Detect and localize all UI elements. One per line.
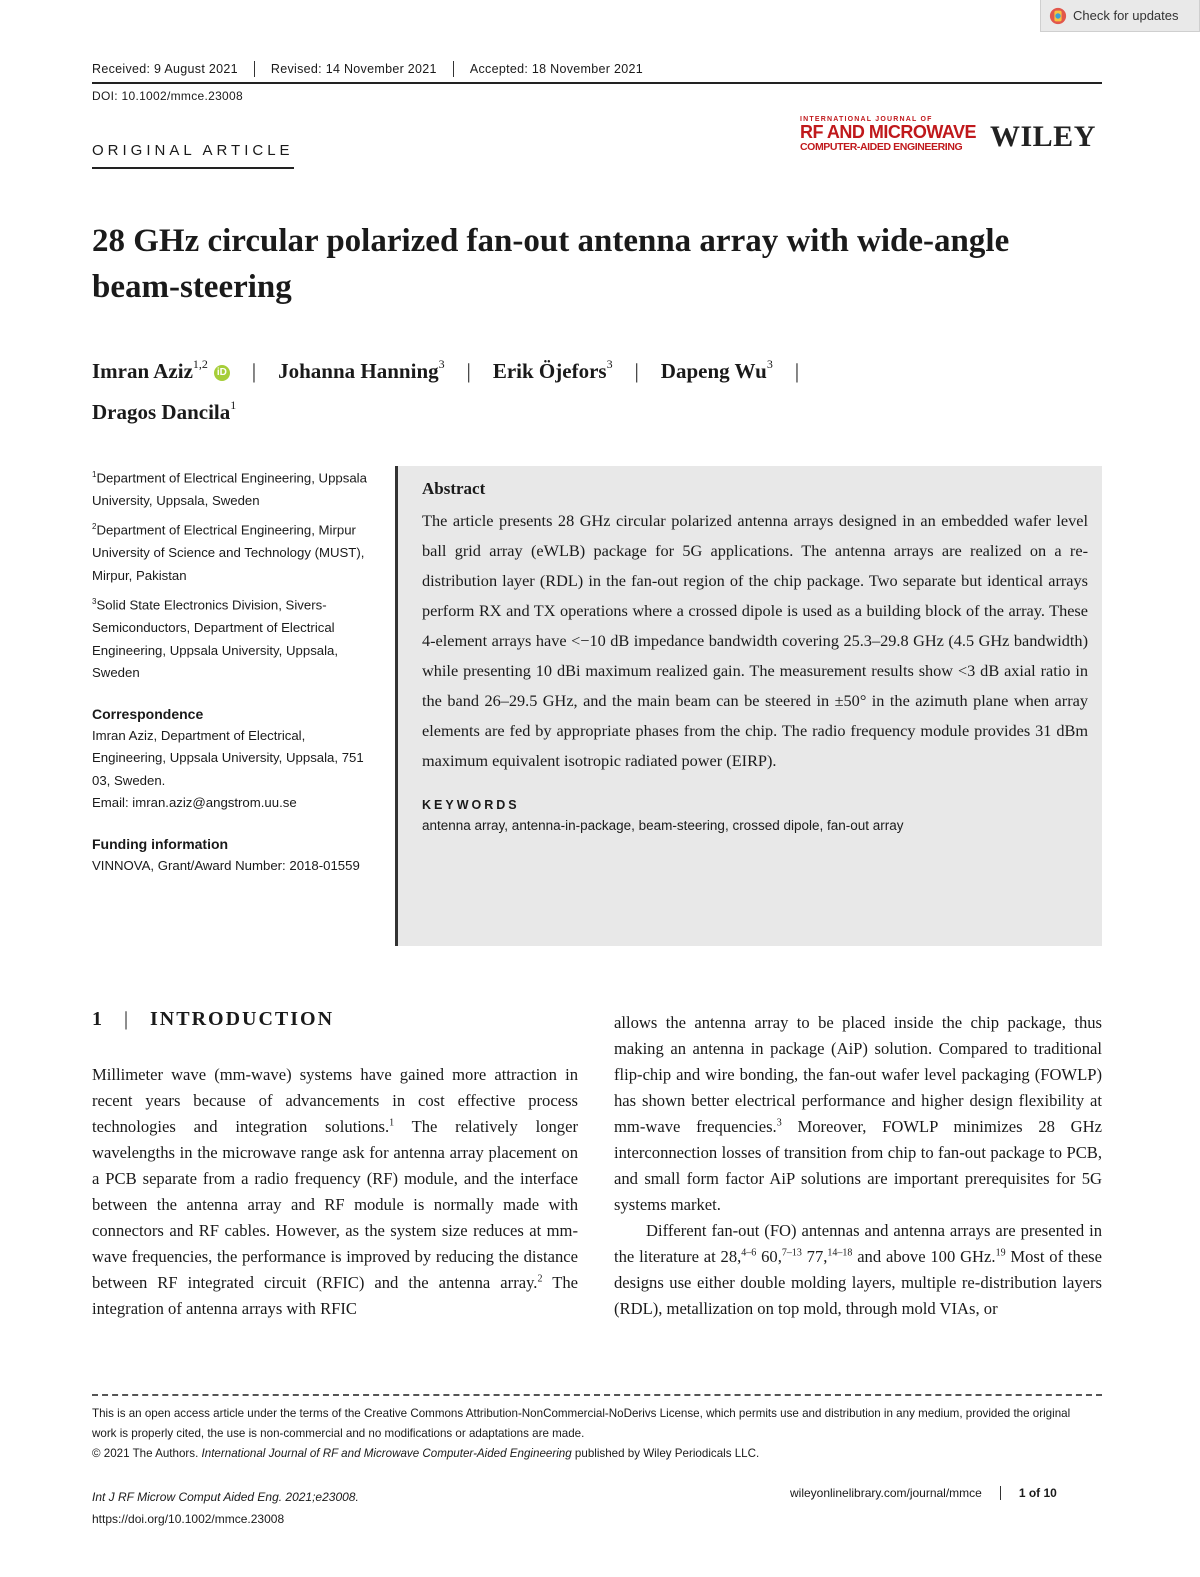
section-number: 1 — [92, 1008, 104, 1030]
citation-ref[interactable]: 4–6 — [741, 1247, 757, 1259]
journal-logo-line3: COMPUTER-AIDED ENGINEERING — [800, 141, 963, 153]
affiliation-1: $^1$Department of Electrical Engineering, Uppsala University, Uppsala, Sweden — [92, 470, 367, 508]
journal-site-link[interactable]: wileyonlinelibrary.com/journal/mmce — [790, 1486, 982, 1500]
affiliation-2: $^2$Department of Electrical Engineering, Mirpur University of Science and Technology (MUST), Mirpur, Pakistan — [92, 522, 365, 583]
orcid-icon[interactable]: iD — [214, 365, 230, 381]
article-dates — [92, 61, 659, 77]
publisher-logo: WILEY — [990, 120, 1096, 153]
received-date: Received: 9 August 2021 — [92, 62, 238, 76]
header-doi: DOI: 10.1002/mmce.23008 — [92, 89, 243, 103]
author-4[interactable]: Dapeng Wu$^3$ — [660, 357, 773, 383]
keywords-list: antenna array, antenna-in-package, beam-steering, crossed dipole, fan-out array — [422, 818, 904, 833]
page-number: 1 of 10 — [1000, 1486, 1057, 1500]
abstract-heading: Abstract — [422, 479, 486, 498]
crossmark-icon — [1049, 7, 1067, 25]
section-heading: 1 | INTRODUCTION — [92, 1008, 335, 1030]
page-footer-left — [92, 1486, 359, 1530]
abstract-box — [395, 466, 1102, 946]
accepted-date: Accepted: 18 November 2021 — [453, 61, 659, 77]
copyright-line: © 2021 The Authors. International Journal of RF and Microwave Computer-Aided Engineering published by Wiley Periodicals LLC. — [92, 1447, 760, 1460]
correspondence-heading: Correspondence — [92, 705, 204, 722]
revised-date: Revised: 14 November 2021 — [254, 61, 453, 77]
footnote-divider — [92, 1394, 1102, 1396]
author-3[interactable]: Erik Öjefors$^3$ — [492, 357, 613, 383]
intro-column-right — [614, 1010, 1102, 1322]
intro-column-left — [92, 1062, 578, 1322]
journal-logo — [800, 116, 980, 160]
correspondence-email[interactable]: Email: imran.aziz@angstrom.uu.se — [92, 795, 297, 811]
article-title: 28 GHz circular polarized fan-out antenna array with wide-angle beam-steering — [92, 223, 1010, 305]
journal-citation: Int J RF Microw Comput Aided Eng. 2021;e23008. — [92, 1490, 359, 1504]
intro-paragraph-2: Different fan-out (FO) antennas and antenna arrays are presented in the literature at 28,$^{4-6}$ 60,$^{7-13}$ 77,$^{14-18}$ and above 100 GHz.$^{19}$ Most of these designs use either double molding layers, multiple re-distribution layers (RDL), metallization on top mold, through mold VIAs, or — [614, 1221, 1103, 1318]
author-info-sidebar — [92, 464, 382, 877]
journal-logo-line1: INTERNATIONAL JOURNAL OF — [800, 116, 933, 123]
funding-text: VINNOVA, Grant/Award Number: 2018-01559 — [92, 857, 360, 873]
citation-ref[interactable]: 14–18 — [827, 1247, 853, 1259]
page-footer-right — [790, 1486, 1057, 1500]
intro-paragraph-1-cont: allows the antenna array to be placed inside the chip package, thus making an antenna in package (AiP) solution. Compared to traditional flip-chip and wire bonding, the fan-out wafer level packaging (FOWLP) has shown better electrical performance and higher design flexibility at mm-wave frequencies.$^3$ Moreover, FOWLP minimizes 28 GHz interconnection losses of transition from chip to fan-out package to PCB, and small form factor AiP solutions are important prerequisites for 5G systems market. — [614, 1013, 1102, 1214]
doi-link[interactable]: https://doi.org/10.1002/mmce.23008 — [92, 1512, 285, 1526]
intro-paragraph-1: Millimeter wave (mm-wave) systems have gained more attraction in recent years because of advancements in cost effective process technologies and integration solutions.$^1$ The relatively longer wavelengths in the microwave range ask for antenna array placement on a PCB separate from a radio frequency (RF) module, and the interface between the antenna array and RF module is normally made with connectors and RF cables. However, as the system size reduces at mm-wave frequencies, the performance is improved by reducing the distance between RF integrated circuit (RFIC) and the antenna array.$^2$ The integration of antenna arrays with RFIC — [92, 1065, 578, 1318]
keywords-heading: KEYWORDS — [422, 798, 520, 812]
citation-ref[interactable]: 3 — [776, 1117, 782, 1129]
check-for-updates-label: Check for updates — [1073, 8, 1179, 23]
header-rule — [92, 82, 1102, 84]
citation-ref[interactable]: 2 — [537, 1273, 543, 1285]
abstract-text: The article presents 28 GHz circular polarized antenna arrays designed in an embedded wafer level ball grid array (eWLB) package for 5G applications. The antenna arrays are realized on a re-distribution layer (RDL) in the fan-out region of the chip package. Two separate but identical arrays perform RX and TX operations where a crossed dipole is used as a building block of the array. These 4-element arrays have <−10 dB impedance bandwidth covering 25.3–29.8 GHz (4.5 GHz bandwidth) while presenting 10 dBi maximum realized gain. The measurement results show <3 dB axial ratio in the band 26–29.5 GHz, and the main beam can be steered in ±50° in the azimuth plane when array elements are fed by appropriate phases from the chip. The radio frequency module provides 31 dBm maximum equivalent isotropic radiated power (EIRP). — [422, 511, 1088, 770]
section-title: INTRODUCTION — [150, 1008, 335, 1030]
license-note — [92, 1404, 1092, 1464]
author-5[interactable]: Dragos Dancila$^1$ — [92, 398, 237, 424]
author-2[interactable]: Johanna Hanning$^3$ — [278, 357, 445, 383]
article-type: ORIGINAL ARTICLE — [92, 142, 294, 169]
affiliation-3: $^3$Solid State Electronics Division, Sivers-Semiconductors, Department of Electrical Engineering, Uppsala University, Uppsala, Sweden — [92, 597, 339, 681]
license-text: This is an open access article under the terms of the Creative Commons Attribution-NonCommercial-NoDerivs License, which permits use and distribution in any medium, provided the original work is properly cited, the use is non-commercial and no modifications or adaptations are made. — [92, 1407, 1071, 1440]
funding-heading: Funding information — [92, 835, 229, 852]
author-list: Imran Aziz$^{1,2}$iD | Johanna Hanning$^3$ | Erik Öjefors$^3$ | Dapeng Wu$^3$ | Dragos Dancila$^1$ — [92, 357, 800, 424]
author-1[interactable]: Imran Aziz$^{1,2}$ — [92, 357, 208, 383]
check-for-updates-button[interactable] — [1040, 0, 1200, 32]
citation-ref[interactable]: 7–13 — [781, 1247, 802, 1259]
journal-logo-line2: RF AND MICROWAVE — [800, 122, 976, 142]
correspondence-text: Imran Aziz, Department of Electrical, Engineering, Uppsala University, Uppsala, 751 03, Sweden. — [92, 727, 364, 788]
citation-ref[interactable]: 1 — [389, 1117, 395, 1129]
citation-ref[interactable]: 19 — [995, 1247, 1006, 1259]
